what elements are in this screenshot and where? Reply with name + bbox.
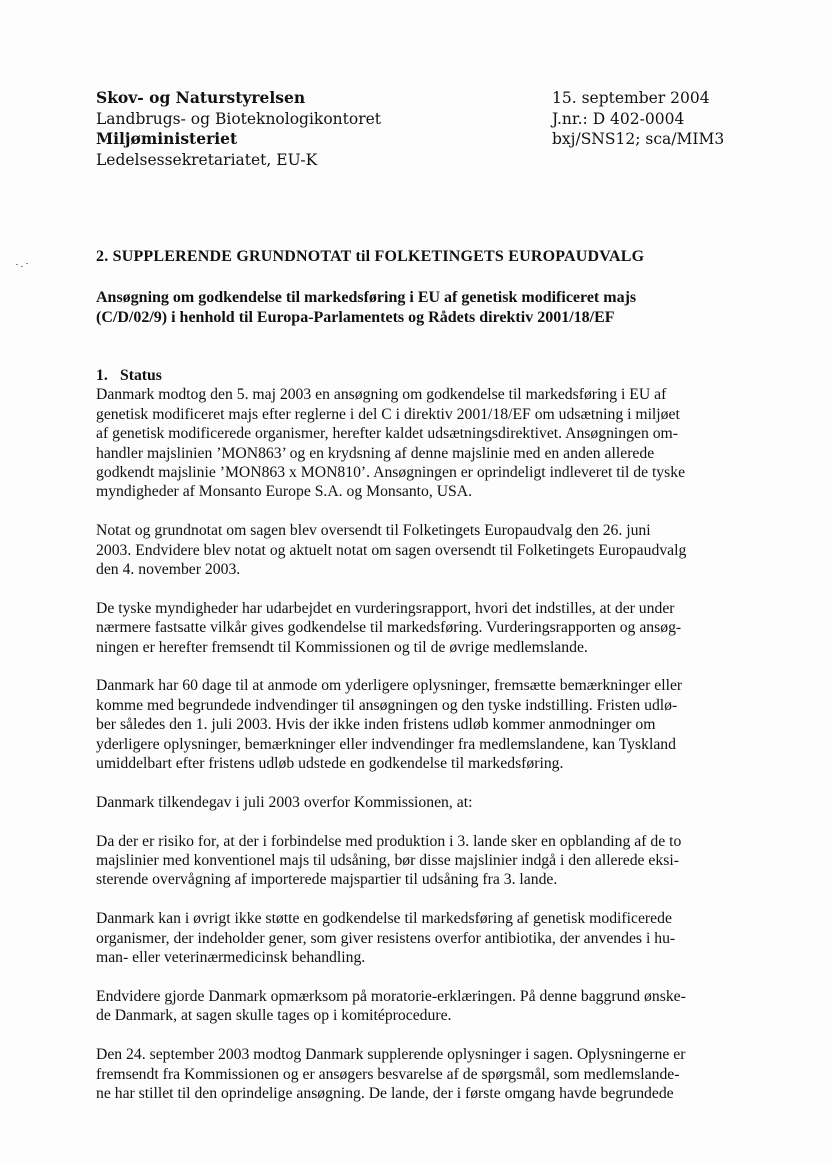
document-title: 2. SUPPLERENDE GRUNDNOTAT til FOLKETINGETS EUROPAUDVALG (96, 248, 645, 265)
paragraph-line: Danmark har 60 dage til at anmode om yderligere oplysninger, fremsætte bemærkninger eller (96, 677, 683, 695)
paragraph-line: Danmark modtog den 5. maj 2003 en ansøgning om godkendelse til markedsføring i EU af (96, 386, 667, 404)
paragraph (96, 676, 736, 773)
section-heading (96, 366, 736, 385)
paragraph-line: fremsendt fra Kommissionen og er ansøgers besvarelse af de spørgsmål, som medlemslande- (96, 1065, 680, 1083)
scan-speck (16, 262, 30, 268)
subject-heading (96, 288, 736, 328)
paragraph-line: majslinier med konventionel majs til udsåning, bør disse majslinier indgå i den allerede eksi- (96, 852, 679, 870)
paragraph-line: godkendt majslinie ’MON863 x MON810’. Ansøgningen er oprindeligt indleveret til de tyske (96, 464, 686, 482)
paragraph (96, 385, 736, 501)
paragraph-line: komme med begrundede indvendinger til ansøgningen og den tyske indstilling. Fristen udlø- (96, 696, 678, 714)
sender-office: Landbrugs- og Bioteknologikontoret (96, 109, 382, 128)
paragraph-line: ber således den 1. juli 2003. Hvis der ikke inden fristens udløb kommer anmodninger om (96, 716, 656, 734)
paragraph-line: man- eller veterinærmedicinsk behandling. (96, 949, 366, 967)
document-date: 15. september 2004 (552, 89, 710, 107)
paragraph (96, 987, 736, 1026)
body-text (96, 366, 736, 1123)
paragraph-line: myndigheder af Monsanto Europe S.A. og Monsanto, USA. (96, 483, 473, 501)
paragraph-line: ningen er herefter fremsendt til Kommissionen og til de øvrige medlemslande. (96, 638, 588, 656)
paragraph-line: Endvidere gjorde Danmark opmærksom på moratorie-erklæringen. På denne baggrund ønske- (96, 987, 686, 1005)
paragraph-line: sterende overvågning af importerede majspartier til udsåning fra 3. lande. (96, 871, 558, 889)
sender-ministry: Miljøministeriet (96, 129, 238, 148)
paragraph-line: den 4. november 2003. (96, 561, 241, 579)
paragraph-line: Danmark tilkendegav i juli 2003 overfor Kommissionen, at: (96, 793, 473, 811)
paragraph-line: af genetisk modificerede organismer, herefter kaldet udsætningsdirektivet. Ansøgningen om- (96, 425, 678, 443)
paragraph-line: Den 24. september 2003 modtog Danmark supplerende oplysninger i sagen. Oplysningerne er (96, 1046, 686, 1064)
sender-block (96, 88, 381, 170)
paragraph (96, 521, 736, 579)
paragraph-line: Da der er risiko for, at der i forbindelse med produktion i 3. lande sker en opblanding af de to (96, 832, 682, 850)
paragraph (96, 1045, 736, 1103)
section-title: Status (120, 367, 162, 384)
paragraph (96, 832, 736, 890)
subject-line: Ansøgning om godkendelse til markedsføring i EU af genetisk modificeret majs (96, 289, 637, 306)
section-number: 1. (96, 367, 108, 384)
paragraph (96, 599, 736, 657)
paragraph-line: umiddelbart efter fristens udløb udstede en godkendelse til markedsføring. (96, 755, 564, 773)
paragraph-line: Danmark kan i øvrigt ikke støtte en godkendelse til markedsføring af genetisk modificerede (96, 910, 672, 928)
paragraph-line: De tyske myndigheder har udarbejdet en vurderingsrapport, hvori det indstilles, at der under (96, 599, 675, 617)
sender-agency: Skov- og Naturstyrelsen (96, 88, 306, 107)
paragraph-list (96, 385, 736, 1103)
paragraph-line: organismer, der indeholder gener, som giver resistens overfor antibiotika, der anvendes i hu- (96, 929, 676, 947)
initials-reference: bxj/SNS12; sca/MIM3 (552, 130, 725, 148)
paragraph-line: Notat og grundnotat om sagen blev oversendt til Folketingets Europaudvalg den 26. juni (96, 522, 651, 540)
paragraph-line: genetisk modificeret majs efter reglerne i del C i direktiv 2001/18/EF om udsætning i miljøet (96, 405, 680, 423)
paragraph (96, 793, 736, 812)
paragraph-line: ne har stillet til den oprindelige ansøgning. De lande, der i første omgang havde begrundede (96, 1084, 674, 1102)
journal-number: J.nr.: D 402-0004 (552, 109, 685, 128)
paragraph-line: handler majslinien ’MON863’ og en krydsning af denne majslinie med en anden allerede (96, 444, 655, 462)
paragraph-line: de Danmark, at sagen skulle tages op i komitéprocedure. (96, 1007, 452, 1025)
subject-line: (C/D/02/9) i henhold til Europa-Parlamentets og Rådets direktiv 2001/18/EF (96, 309, 615, 326)
paragraph-line: 2003. Endvidere blev notat og aktuelt notat om sagen oversendt til Folketingets Europaudvalg (96, 541, 687, 559)
paragraph (96, 909, 736, 967)
paragraph-line: yderligere oplysninger, bemærkninger eller indvendinger fra medlemslandene, kan Tyskland (96, 735, 676, 753)
reference-block (552, 88, 724, 150)
paragraph-line: nærmere fastsatte vilkår gives godkendelse til markedsføring. Vurderingsrapporten og ansøg- (96, 619, 682, 637)
sender-secretariat: Ledelsessekretariatet, EU-K (96, 150, 318, 169)
